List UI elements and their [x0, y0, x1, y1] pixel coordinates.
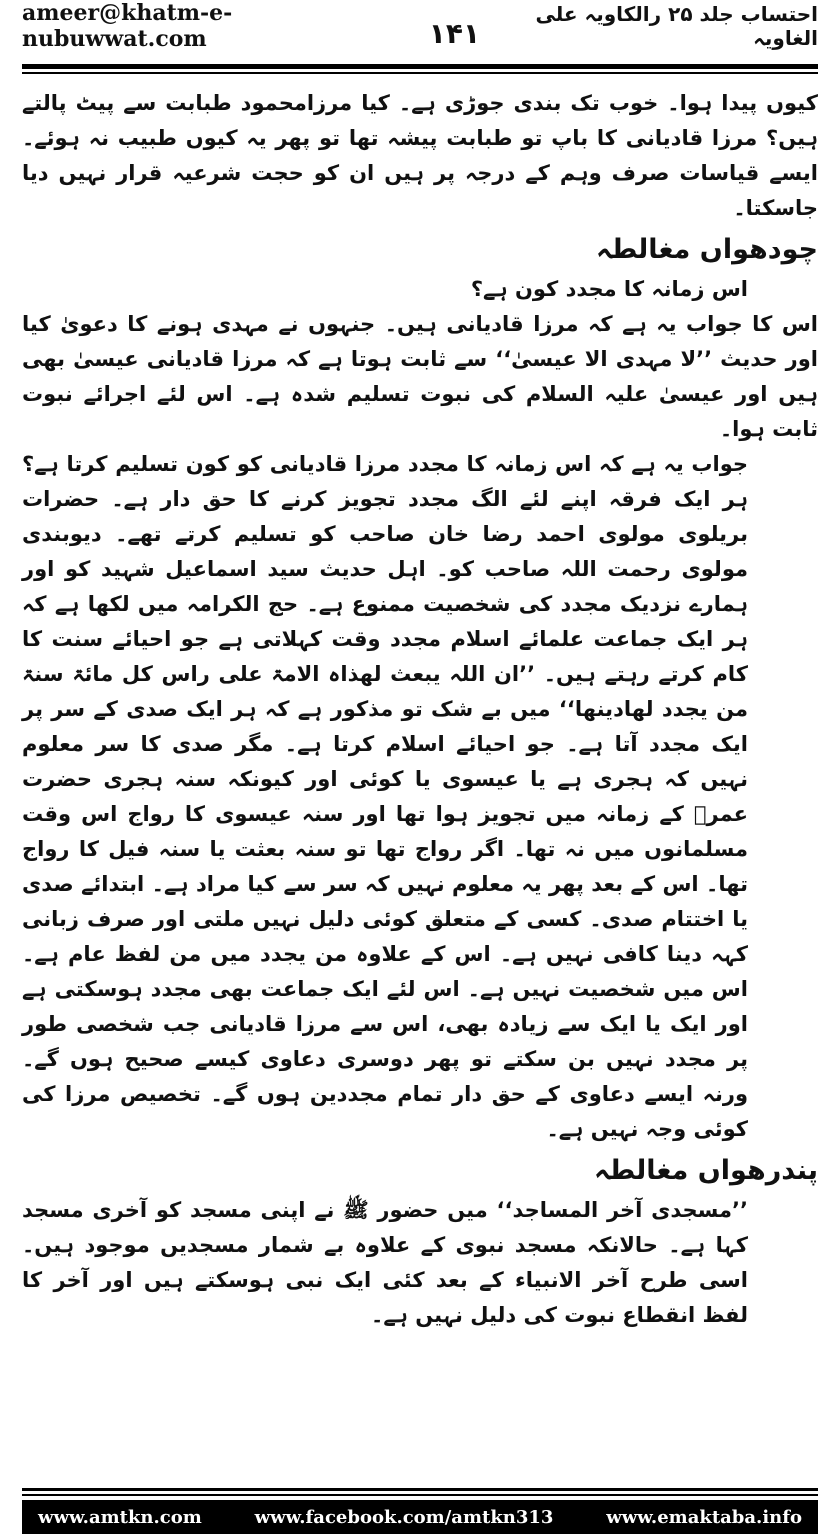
footer-link-amtkn[interactable]: www.amtkn.com	[38, 1506, 202, 1528]
page-number: ۱۴۱	[428, 17, 481, 50]
paragraph-3: جواب یہ ہے کہ اس زمانہ کا مجدد مرزا قادیانی کو کون تسلیم کرتا ہے؟ ہر ایک فرقہ اپنے لئے الگ مجدد تجویز کرنے کا حق دار ہے۔ حضرات بریلوی مولوی احمد رضا خان صاحب کو تسلیم کرتے تھے۔ دیوبندی مولوی رحمت اللہ صاحب کو۔ اہل حدیث سید اسماعیل شہید کو اور ہمارے نزدیک مجدد کی شخصیت ممنوع ہے۔ حج الکرامہ میں لکھا ہے کہ ہر ایک جماعت علمائے اسلام مجدد وقت کہلاتی ہے جو احیائے سنت کا کام کرتے رہتے ہیں۔ ’’ان اللہ یبعث لھذاہ الامۃ علی راس کل مائۃ سنۃ من یجدد لھادینھا‘‘ میں بے شک تو مذکور ہے کہ ہر ایک صدی کے سر پر ایک مجدد آتا ہے۔ جو احیائے اسلام کرتا ہے۔ مگر صدی کا سر معلوم نہیں کہ ہجری ہے یا عیسوی یا کوئی اور کیونکہ سنہ ہجری حضرت عمرؓ کے زمانہ میں تجویز ہوا تھا اور سنہ عیسوی کا رواج اس وقت مسلمانوں میں نہ تھا۔ اگر رواج تھا تو سنہ بعثت یا سنہ فیل کا رواج تھا۔ اس کے بعد پھر یہ معلوم نہیں کہ سر سے کیا مراد ہے۔ ابتدائے صدی یا اختتام صدی۔ کسی کے متعلق کوئی دلیل نہیں ملتی اور صرف زبانی کہہ دینا کافی نہیں ہے۔ اس کے علاوہ من یجدد میں من لفظ عام ہے۔ اس میں شخصیت نہیں ہے۔ اس لئے ایک جماعت بھی مجدد ہوسکتی ہے اور ایک یا ایک سے زیادہ بھی، اس سے مرزا قادیانی جب شخصی طور پر مجدد نہیں بن سکتے تو پھر دوسری دعاوی کیسے صحیح ہوں گے۔ ورنہ ایسے دعاوی کے حق دار تمام مجددین ہوں گے۔ تخصیص مرزا کی کوئی وجہ نہیں ہے۔	[22, 452, 748, 1141]
paragraph-1: کیوں پیدا ہوا۔ خوب تک بندی جوڑی ہے۔ کیا مرزامحمود طبابت سے پیٹ پالتے ہیں؟ مرزا قادیانی کا باپ تو طبابت پیشہ تھا تو پھر یہ کیوں طبیب نہ ہوئے۔ ایسے قیاسات صرف وہم کے درجہ پر ہیں ان کو حجت شرعیہ قرار نہیں دیا جاسکتا۔	[22, 91, 818, 220]
header-left	[22, 0, 480, 62]
page-footer	[22, 1500, 818, 1534]
footer-rule-1	[22, 1488, 818, 1491]
header-rule-thick	[22, 64, 818, 69]
footer-rule-2	[22, 1494, 818, 1496]
paragraph-2: اس کا جواب یہ ہے کہ مرزا قادیانی ہیں۔ جنہوں نے مہدی ہونے کا دعویٰ کیا اور حدیث ’’لا مہدی الا عیسیٰ‘‘ سے ثابت ہوتا ہے کہ مرزا قادیانی عیسیٰ بھی ہیں اور عیسیٰ علیہ السلام کی نبوت تسلیم شدہ ہے۔ اس لئے اجرائے نبوت ثابت ہوا۔	[22, 312, 818, 441]
running-title: احتساب جلد ۲۵ رالکاویہ علی الغاویہ	[535, 2, 818, 50]
paragraph-4: ’’مسجدی آخر المساجد‘‘ میں حضور ﷺ نے اپنی مسجد کو آخری مسجد کہا ہے۔ حالانکہ مسجد نبوی کے علاوہ بے شمار مسجدیں موجود ہیں۔ اسی طرح آخر الانبیاء کے بعد کئی ایک نبی ہوسکتے ہیں اور آخر کا لفظ انقطاع نبوت کی دلیل نہیں ہے۔	[22, 1198, 748, 1327]
header-email[interactable]: ameer@khatm-e-nubuwwat.com	[22, 0, 233, 52]
footer-link-facebook[interactable]: www.facebook.com/amtkn313	[254, 1506, 554, 1528]
header-rule-thin	[22, 72, 818, 74]
footer-link-emaktaba[interactable]: www.emaktaba.info	[606, 1506, 802, 1528]
body-text	[22, 86, 818, 1333]
heading-fifteenth-fallacy: پندرھواں مغالطہ	[593, 1155, 818, 1186]
page-header	[22, 0, 818, 62]
question-fourteenth: اس زمانہ کا مجدد کون ہے؟	[470, 277, 748, 301]
heading-fourteenth-fallacy: چودھواں مغالطہ	[596, 234, 818, 265]
